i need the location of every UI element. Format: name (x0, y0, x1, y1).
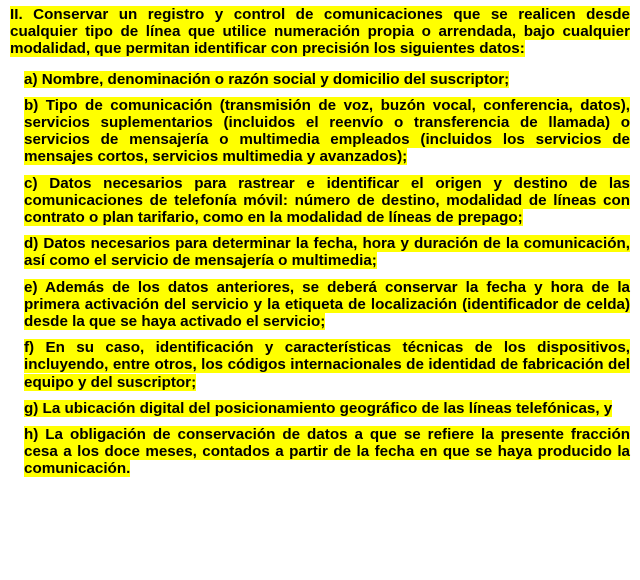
list-item-f-text: f) En su caso, identificación y características técnicas de los dispositivos, incluyendo, entre otros, los códigos internacionales de identidad de fabricación del equipo y del suscriptor; (24, 339, 630, 391)
list-item-d-text: d) Datos necesarios para determinar la fecha, hora y duración de la comunicación, así como el servicio de mensajería o multimedia; (24, 235, 630, 270)
list-item-e (24, 279, 630, 331)
list-item-h (24, 426, 630, 478)
list-item-h-text: h) La obligación de conservación de datos a que se refiere la presente fracción cesa a los doce meses, contados a partir de la fecha en que se haya producido la comunicación. (24, 426, 630, 478)
list-item-a-text: a) Nombre, denominación o razón social y domicilio del suscriptor; (24, 70, 510, 88)
list-item-e-text: e) Además de los datos anteriores, se deberá conservar la fecha y hora de la primera activación del servicio y la etiqueta de localización (identificador de celda) desde la que se haya activado el servicio; (24, 278, 630, 331)
list-item-c (24, 175, 630, 227)
list-item-b-text: b) Tipo de comunicación (transmisión de voz, buzón vocal, conferencia, datos), servicios suplementarios (incluidos el reenvío o transferencia de llamada) o servicios de mensajería o multimedia empleados (incluidos los servicios de mensajes cortos, servicios multimedia y avanzados); (24, 96, 630, 166)
section-intro-text: II. Conservar un registro y control de comunicaciones que se realicen desde cualquier tipo de línea que utilice numeración propia o arrendada, bajo cualquier modalidad, que permitan identificar con precisión los siguientes datos: (10, 6, 630, 58)
list-item-a (24, 71, 630, 88)
list-item-g (24, 400, 630, 417)
list-item-f (24, 339, 630, 391)
list-item-c-text: c) Datos necesarios para rastrear e identificar el origen y destino de las comunicaciones de telefonía móvil: número de destino, modalidad de líneas con contrato o plan tarifario, como en la modalidad de líneas de prepago; (24, 174, 630, 227)
list-item-d (24, 235, 630, 269)
section-intro-paragraph (10, 6, 630, 58)
list-item-b (24, 97, 630, 166)
list-item-g-text: g) La ubicación digital del posicionamiento geográfico de las líneas telefónicas, y (24, 399, 613, 417)
